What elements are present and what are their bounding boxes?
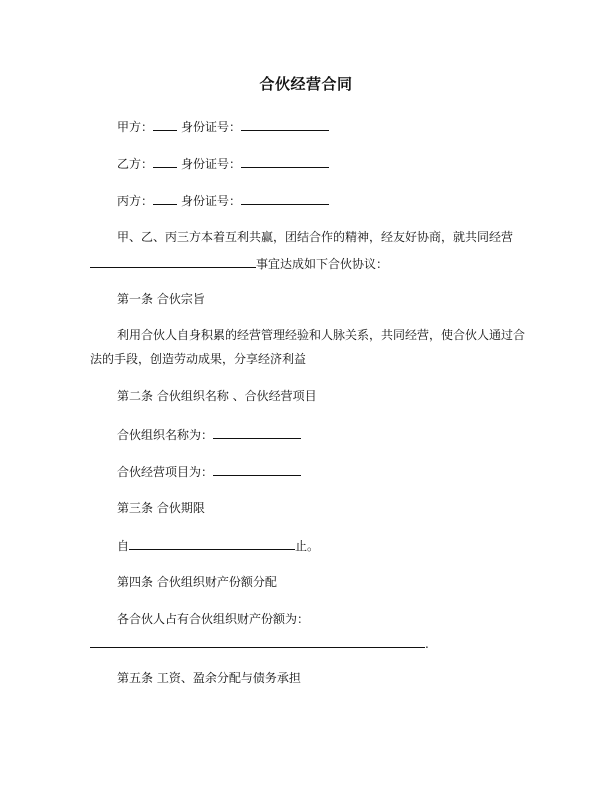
party-c-name-blank[interactable] <box>153 192 177 205</box>
article-4-heading: 第四条 合伙组织财产份额分配 <box>117 575 277 589</box>
party-a-name-blank[interactable] <box>153 118 177 131</box>
term-from-label: 自 <box>117 539 130 553</box>
article-1-heading: 第一条 合伙宗旨 <box>117 292 205 306</box>
project-row <box>117 463 301 480</box>
party-c-row <box>117 192 329 209</box>
share-row <box>90 635 429 652</box>
project-label: 合伙经营项目为： <box>117 465 214 479</box>
term-to-label: 止。 <box>295 539 320 553</box>
party-c-label: 丙方： <box>117 194 154 208</box>
org-name-row <box>117 426 301 443</box>
party-b-id-label: 身份证号： <box>181 157 242 171</box>
intro-line-2 <box>90 255 388 272</box>
party-c-id-blank[interactable] <box>241 192 329 205</box>
party-b-row <box>117 155 329 172</box>
party-b-name-blank[interactable] <box>153 155 177 168</box>
party-b-id-blank[interactable] <box>241 155 329 168</box>
share-end: . <box>425 637 429 651</box>
term-row <box>117 537 319 554</box>
party-b-label: 乙方： <box>117 157 154 171</box>
business-blank[interactable] <box>90 255 256 268</box>
org-name-label: 合伙组织名称为： <box>117 428 214 442</box>
party-a-label: 甲方： <box>117 120 154 134</box>
intro-line-1: 甲、乙、丙三方本着互利共赢，团结合作的精神，经友好协商，就共同经营 <box>117 230 514 244</box>
share-label: 各合伙人占有合伙组织财产份额为： <box>117 612 310 626</box>
party-a-id-blank[interactable] <box>241 118 329 131</box>
document-title: 合伙经营合同 <box>259 75 353 93</box>
term-blank[interactable] <box>129 537 295 550</box>
org-name-blank[interactable] <box>213 426 301 439</box>
party-c-id-label: 身份证号： <box>181 194 242 208</box>
article-1-body-line-1: 利用合伙人自身积累的经营管理经验和人脉关系，共同经营，使合伙人通过合 <box>117 328 526 342</box>
article-3-heading: 第三条 合伙期限 <box>117 501 205 515</box>
party-a-id-label: 身份证号： <box>181 120 242 134</box>
article-2-heading: 第二条 合伙组织名称 、合伙经营项目 <box>117 389 317 403</box>
article-1-body-line-2: 法的手段，创造劳动成果，分享经济利益 <box>90 352 307 366</box>
intro-line-2-suffix: 事宜达成如下合伙协议： <box>256 257 389 271</box>
article-5-heading: 第五条 工资、盈余分配与债务承担 <box>117 671 301 685</box>
project-blank[interactable] <box>213 463 301 476</box>
share-blank[interactable] <box>90 635 425 648</box>
party-a-row <box>117 118 329 135</box>
